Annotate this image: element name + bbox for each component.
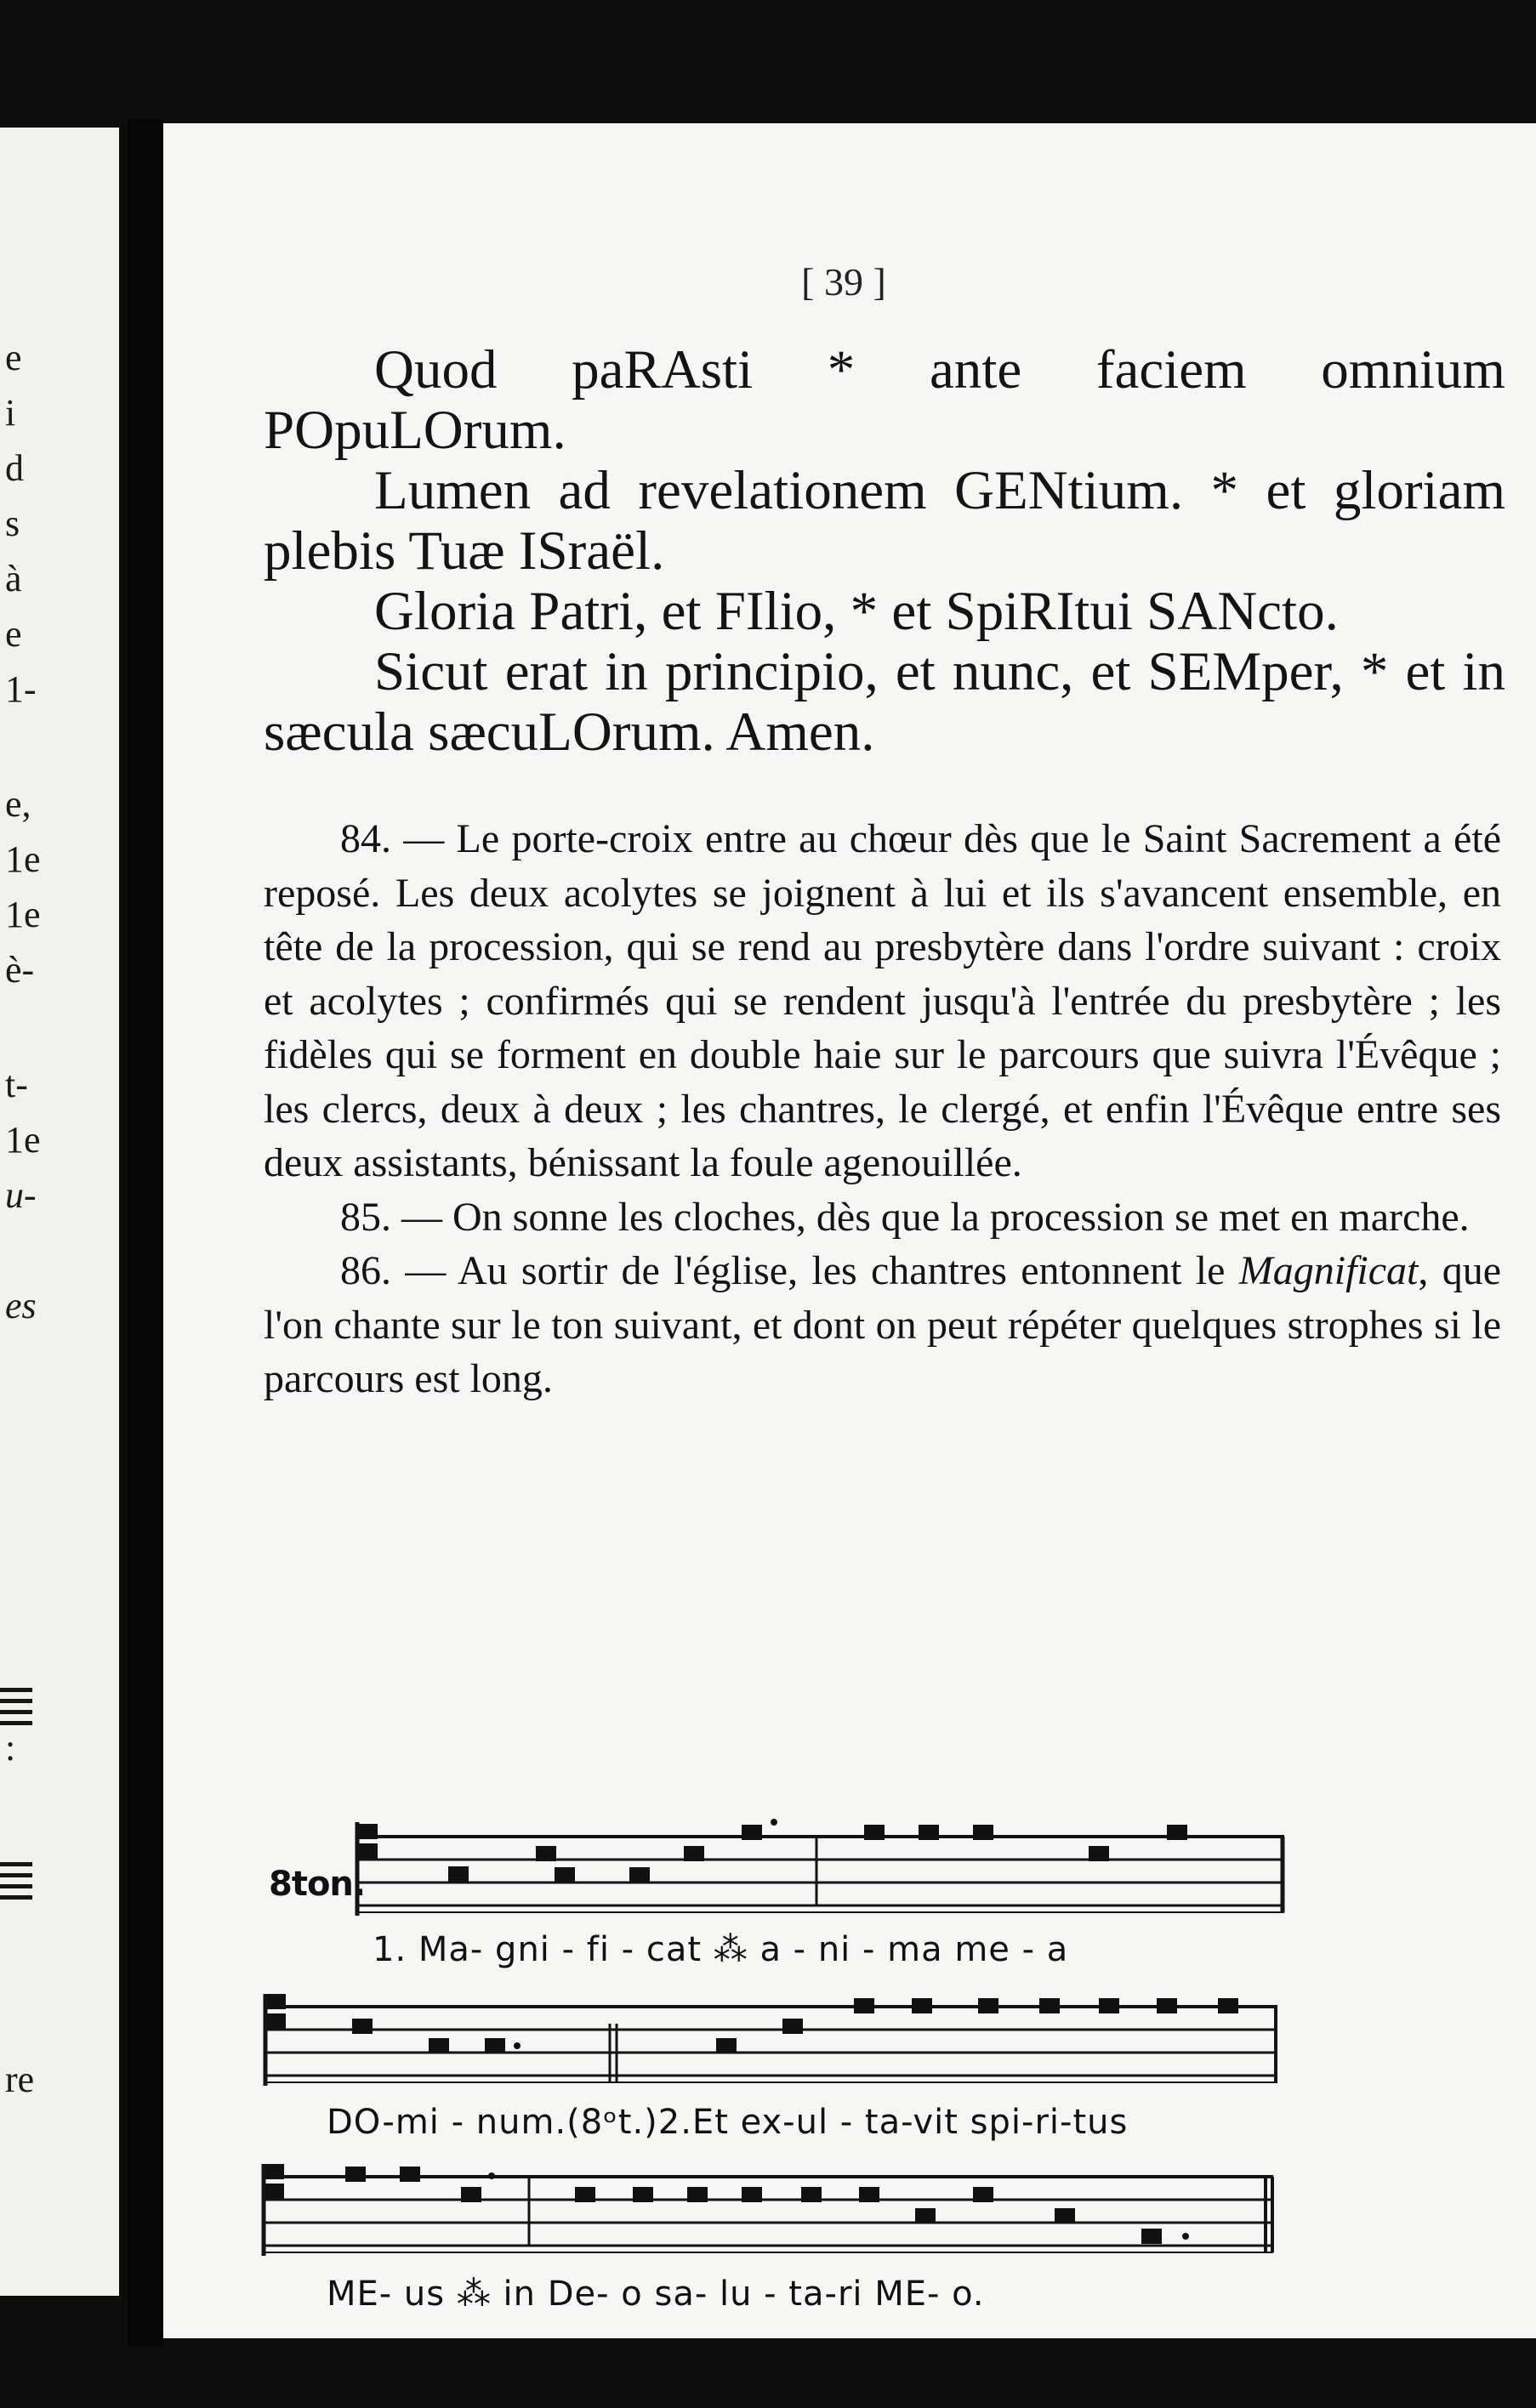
- canticle-text: [264, 340, 1505, 763]
- neume-note: [687, 2187, 708, 2202]
- neume-note: [1055, 2208, 1075, 2223]
- clef-mark: [359, 1843, 378, 1859]
- chant-staves: [163, 1688, 1536, 2351]
- neume-note: [536, 1846, 556, 1861]
- neume-note: [352, 2019, 373, 2034]
- clef-mark: [265, 2164, 284, 2179]
- fragment: e: [5, 613, 22, 655]
- neume-note: [485, 2038, 505, 2053]
- rubric-85: 85. — On sonne les cloches, dès que la procession se met en marche.: [340, 1194, 1470, 1240]
- facing-page-edge: [0, 128, 119, 2296]
- fragment: 1e: [5, 1119, 41, 1161]
- page-number: [ 39 ]: [801, 260, 886, 304]
- neume-note: [912, 1998, 932, 2013]
- rubric-84: 84. — Le porte-croix entre au chœur dès que le Saint Sacrement a été reposé. Les deux acolytes se joignent à lui et ils s'avancent ensemble, en tête de la procession, qui se rend au presbytère dans l'ordre suivant : croix et acolytes ; confirmés qui se rendent jusqu'à l'entrée du presbytère ; les fidèles qui se forment en double haie sur le parcours que suivra l'Évêque ; les clercs, deux à deux ; les chantres, le clergé, et enfin l'Évêque entre ses deux assistants, bénissant la foule agenouillée.: [264, 816, 1501, 1185]
- neume-note: [742, 2187, 762, 2202]
- magnificat-title: Magnificat: [1238, 1248, 1419, 1293]
- neume-note: [859, 2187, 879, 2202]
- fragment: :: [5, 1727, 16, 1769]
- staff-1-notes: [359, 1819, 1187, 1883]
- neume-note: [854, 1998, 874, 2013]
- staff-2-notes: [267, 1994, 1238, 2053]
- facing-page-staff: [0, 1862, 32, 1906]
- neume-note: [1141, 2229, 1162, 2244]
- neume-note: [919, 1825, 939, 1840]
- fragment: 1e: [5, 894, 41, 935]
- canticle-verse: Lumen ad revelationem GENtium. * et gloriam plebis Tuæ ISraël.: [264, 460, 1505, 582]
- neume-note: [575, 2187, 595, 2202]
- tone-label: 8ton.: [269, 1865, 366, 1904]
- neume-note: [429, 2038, 449, 2053]
- fragment: es: [5, 1285, 37, 1326]
- neume-note: [345, 2167, 366, 2182]
- fragment: è-: [5, 949, 35, 991]
- staff-1: [357, 1822, 1284, 1916]
- neume-note: [1218, 1998, 1238, 2013]
- canticle-verse: Gloria Patri, et FIlio, * et SpiRItui SANcto.: [374, 581, 1339, 642]
- fragment: e,: [5, 783, 31, 825]
- clef-mark: [359, 1824, 378, 1839]
- clef-mark: [265, 2184, 284, 2199]
- fragment: 1-: [5, 668, 37, 710]
- neume-note: [864, 1825, 885, 1840]
- neume-note: [742, 1825, 762, 1840]
- neume-note: [973, 2187, 993, 2202]
- fragment: s: [5, 503, 20, 544]
- facing-page-text-fragments: [5, 128, 116, 2296]
- rubrics: [264, 812, 1501, 1406]
- facing-page-staff: [0, 1688, 32, 1732]
- neume-note: [629, 1867, 650, 1883]
- neume-note: [915, 2208, 936, 2223]
- book-spine: [128, 119, 163, 2347]
- fragment: d: [5, 447, 24, 489]
- neume-note: [1099, 1998, 1119, 2013]
- neume-note: [461, 2187, 481, 2202]
- neume-note: [1167, 1825, 1187, 1840]
- fragment: u-: [5, 1174, 37, 1216]
- neume-note: [1157, 1998, 1177, 2013]
- neume-note: [801, 2187, 822, 2202]
- lyric-line-3: ME- us ⁂ in De- o sa- lu - ta-ri ME- o.: [327, 2275, 985, 2314]
- fragment: 1e: [5, 838, 41, 880]
- fragment: à: [5, 558, 22, 599]
- clef-mark: [267, 1994, 286, 2009]
- neume-note: [782, 2019, 803, 2034]
- rubric-86: [264, 1244, 1501, 1406]
- neume-note: [555, 1867, 575, 1883]
- lyric-line-1: 1. Ma- gni - fi - cat ⁂ a - ni - ma me - a: [373, 1930, 1069, 1969]
- neume-note: [1039, 1998, 1060, 2013]
- neume-note: [1089, 1846, 1109, 1861]
- book-page: [163, 123, 1536, 2338]
- canticle-verse: Quod paRAsti * ante faciem omnium POpuLOrum.: [264, 339, 1505, 461]
- rubric-86-text: 86. — Au sortir de l'église, les chantres entonnent le: [340, 1248, 1239, 1293]
- neume-note: [978, 1998, 998, 2013]
- rubric-86-text-end: , que l'on chante sur le ton suivant, et dont on peut répéter quelques strophes si le parcours est long.: [264, 1248, 1501, 1401]
- neume-note: [633, 2187, 653, 2202]
- fragment: e: [5, 337, 22, 378]
- staff-2: [265, 1994, 1277, 2086]
- chant-notation: [163, 1688, 1536, 2351]
- lyric-line-2: DO-mi - num.(8ᵒt.)2.Et ex-ul - ta-vit spi-ri-tus: [327, 2103, 1129, 2142]
- neume-note: [716, 2038, 737, 2053]
- neume-note: [684, 1846, 704, 1861]
- neume-note: [973, 1825, 993, 1840]
- fragment: i: [5, 392, 16, 434]
- canticle-verse: Sicut erat in principio, et nunc, et SEMper, * et in sæcula sæcuLOrum. Amen.: [264, 641, 1505, 763]
- neume-note: [448, 1866, 469, 1882]
- clef-mark: [267, 2013, 286, 2029]
- neume-note: [400, 2167, 420, 2182]
- fragment: re: [5, 2059, 35, 2100]
- fragment: t-: [5, 1064, 28, 1105]
